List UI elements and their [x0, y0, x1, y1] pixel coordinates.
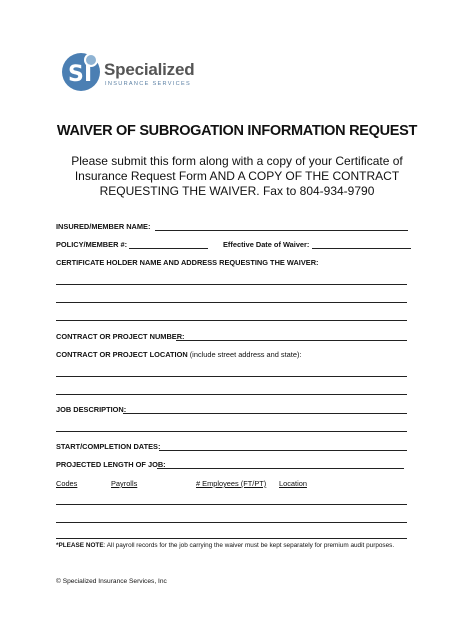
- cert-holder-line-2[interactable]: [56, 302, 407, 303]
- job-description-line-2[interactable]: [56, 431, 407, 432]
- insured-label: INSURED/MEMBER NAME:: [56, 222, 151, 231]
- logo-subtitle: INSURANCE SERVICES: [105, 81, 192, 87]
- contract-location-line-1[interactable]: [56, 376, 407, 377]
- svg-text:I: I: [84, 62, 93, 87]
- payroll-note: [56, 542, 394, 549]
- copyright-footer: © Specialized Insurance Services, Inc: [56, 578, 167, 585]
- job-description-line-1[interactable]: [123, 413, 407, 414]
- page-title: WAIVER OF SUBROGATION INFORMATION REQUEST: [56, 123, 418, 139]
- contract-number-field[interactable]: [176, 340, 407, 341]
- logo-name: Specialized: [104, 60, 195, 79]
- column-employees: # Employees (FT/PT): [196, 479, 267, 488]
- effective-date-label: Effective Date of Waiver:: [223, 240, 310, 249]
- cert-holder-line-1[interactable]: [56, 284, 407, 285]
- svg-text:S: S: [68, 62, 84, 87]
- effective-date-field[interactable]: [312, 248, 411, 249]
- column-location: Location: [279, 479, 307, 488]
- job-description-label: JOB DESCRIPTION:: [56, 405, 127, 414]
- insured-field[interactable]: [155, 230, 408, 231]
- start-completion-field[interactable]: [159, 450, 407, 451]
- projected-length-label: PROJECTED LENGTH OF JOB:: [56, 460, 166, 469]
- payroll-line-2[interactable]: [56, 522, 407, 523]
- projected-length-field[interactable]: [157, 468, 404, 469]
- contract-location-label: [56, 350, 301, 359]
- intro-text: Please submit this form along with a copy of your Certificate of Insurance Request Form AND A COPY OF THE CONTRACT REQUESTING THE WAIVER. Fax to 804-934-9790: [71, 154, 403, 198]
- cert-holder-label: CERTIFICATE HOLDER NAME AND ADDRESS REQUESTING THE WAIVER:: [56, 258, 319, 267]
- column-payrolls: Payrolls: [111, 479, 138, 488]
- contract-location-line-2[interactable]: [56, 394, 407, 395]
- start-completion-label: START/COMPLETION DATES:: [56, 442, 161, 451]
- logo-mark-icon: [60, 50, 106, 94]
- contract-location-note: (include street address and state):: [187, 350, 302, 359]
- note-label: *PLEASE NOTE: [56, 542, 104, 549]
- contract-number-label: CONTRACT OR PROJECT NUMBER:: [56, 332, 185, 341]
- payroll-line-1[interactable]: [56, 504, 407, 505]
- note-text: : All payroll records for the job carrying the waiver must be kept separately for premium audit purposes.: [103, 542, 395, 549]
- cert-holder-line-3[interactable]: [56, 320, 407, 321]
- column-codes: Codes: [56, 479, 78, 488]
- contract-location-label-text: CONTRACT OR PROJECT LOCATION: [56, 350, 188, 359]
- policy-label: POLICY/MEMBER #:: [56, 240, 128, 249]
- payroll-line-3[interactable]: [56, 538, 407, 539]
- policy-field[interactable]: [129, 248, 208, 249]
